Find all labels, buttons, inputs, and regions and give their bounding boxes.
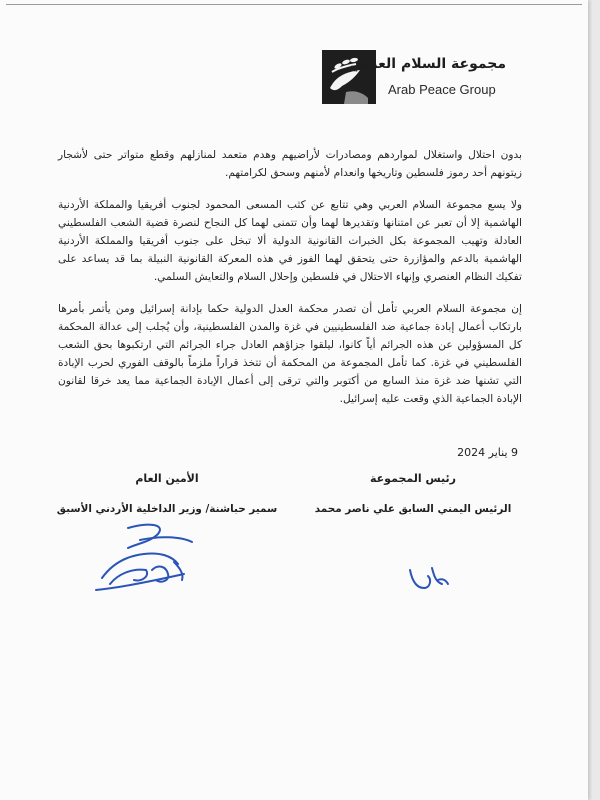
letter-date: 9 يناير 2024	[457, 446, 518, 459]
handwritten-signature-icon	[88, 518, 208, 596]
chairman-name: الرئيس اليمني السابق علي ناصر محمد	[314, 503, 512, 515]
signatory-chairman	[300, 472, 526, 515]
signatory-secretary-general	[56, 472, 278, 515]
org-name-arabic: مجموعة السلام العربي	[349, 56, 506, 72]
paragraph-3: إن مجموعة السلام العربي تأمل أن تصدر محكمة العدل الدولية حكما بإدانة إسرائيل ومن يأتمر بأمرها بارتكاب أعمال إبادة جماعية ضد الفلسطينيين في غزة والمدن الفلسطينية، وأن يُجلب إلى عدالة المحكمة كل المسؤولين عن هذه الجرائم أياً كانوا، ليلقوا جزاؤهم العادل جراء الجرائم التي ارتكبوها بحق الشعب الفلسطيني في غزة. كما تأمل المجموعة من المحكمة أن تتخذ قراراً ملزماً بالوقف الفوري لحرب الإبادة التي تشنها ضد غزة منذ السابع من أكتوبر والتي ترقى إلى أعمال الإبادة الجماعية مما يعد خرقا لقانون الإبادة الجماعية الذي وقعت عليه إسرائيل.	[58, 303, 522, 405]
org-name-english: Arab Peace Group	[388, 82, 496, 97]
handwritten-initials-icon	[402, 560, 452, 596]
secretary-general-name: سمير حباشنة/ وزير الداخلية الأردني الأسبق	[56, 503, 278, 515]
paragraph-2: ولا يسع مجموعة السلام العربي وهي تتابع عن كثب المسعى المحمود لجنوب أفريقيا والمملكة الأردنية الهاشمية إلا أن تعبر عن امتنانها وتقديرها لهما وأن تتمنى لهما كل النجاح لنصرة قضية الشعب الفلسطيني العادلة وتهيب المجموعة بكل الخبرات القانونية الدولية ألا تبخل على جنوب أفريقيا والمملكة الأردنية الهاشمية بالدعم والمؤازرة حتى يتحقق لهما الفوز في هذه المعركة القانونية النبيلة بما قد يساعد على تفكيك النظام العنصري وإنهاء الاحتلال في فلسطين وإحلال السلام والتعايش السلمي.	[58, 199, 522, 283]
secretary-general-role: الأمين العام	[135, 472, 199, 485]
letter-body	[58, 146, 522, 422]
top-border-line	[6, 4, 582, 5]
paragraph-1: بدون احتلال واستغلال لمواردهم ومصادرات لأراضيهم وهدم متعمد لمنازلهم وقطع متواتر حتى لأشجار زيتونهم أحد رموز فلسطين وتاريخها وانعدام لأمنهم وسحق لكرامتهم.	[58, 149, 522, 179]
chairman-role: رئيس المجموعة	[370, 472, 456, 485]
org-logo	[316, 46, 506, 110]
